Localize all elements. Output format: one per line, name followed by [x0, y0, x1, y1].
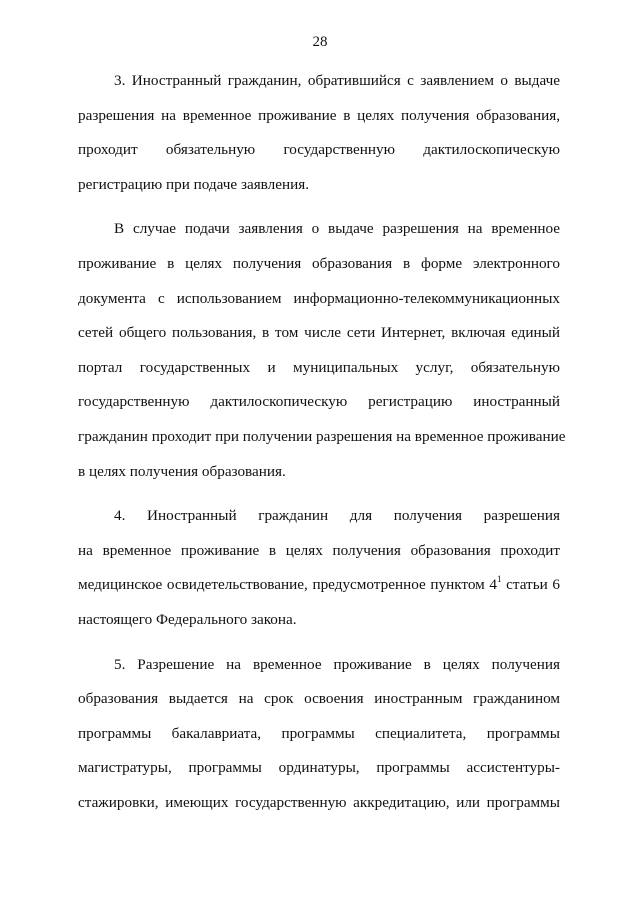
- text-line: в целях получения образования.: [78, 462, 286, 480]
- text-line-with-superscript: [78, 568, 560, 603]
- text-line: гражданин проходит при получении разрешения на временное проживание: [78, 427, 566, 445]
- paragraph-4: [78, 499, 560, 637]
- paragraph-electronic-submission: [78, 212, 566, 489]
- text-line: сетей общего пользования, в том числе сети Интернет, включая единый: [78, 324, 560, 342]
- text-line: 5. Разрешение на временное проживание в целях получения: [114, 655, 560, 673]
- paragraph-5: [78, 648, 560, 821]
- text-line: 3. Иностранный гражданин, обратившийся с заявлением о выдаче: [114, 72, 560, 89]
- text-line: государственную дактилоскопическую регистрацию иностранный: [78, 393, 560, 411]
- text-fragment: статьи 6: [501, 576, 560, 594]
- text-line: регистрацию при подаче заявления.: [78, 175, 310, 193]
- paragraph-3: [78, 64, 560, 202]
- page-number: 28: [312, 34, 328, 50]
- text-line: документа с использованием информационно-телекоммуникационных: [78, 289, 560, 307]
- text-line: на временное проживание в целях получения образования проходит: [78, 541, 560, 559]
- text-fragment: медицинское освидетельствование, предусмотренное пунктом 4: [78, 576, 497, 594]
- text-line: проживание в целях получения образования в форме электронного: [78, 254, 560, 272]
- text-line: программы бакалавриата, программы специалитета, программы: [78, 724, 560, 742]
- text-line: стажировки, имеющих государственную аккредитацию, или программы: [78, 793, 560, 811]
- text-line: магистратуры, программы ординатуры, программы ассистентуры-: [78, 759, 560, 777]
- document-body: [78, 64, 566, 820]
- text-line: настоящего Федерального закона.: [78, 610, 297, 628]
- text-line: проходит обязательную государственную дактилоскопическую: [78, 141, 560, 159]
- text-line: В случае подачи заявления о выдаче разрешения на временное: [114, 220, 560, 238]
- text-line: 4. Иностранный гражданин для получения разрешения: [114, 507, 560, 525]
- superscript: 1: [497, 574, 502, 585]
- text-line: образования выдается на срок освоения иностранным гражданином: [78, 690, 560, 708]
- text-line: портал государственных и муниципальных услуг, обязательную: [78, 358, 560, 376]
- text-line: разрешения на временное проживание в целях получения образования,: [78, 106, 560, 124]
